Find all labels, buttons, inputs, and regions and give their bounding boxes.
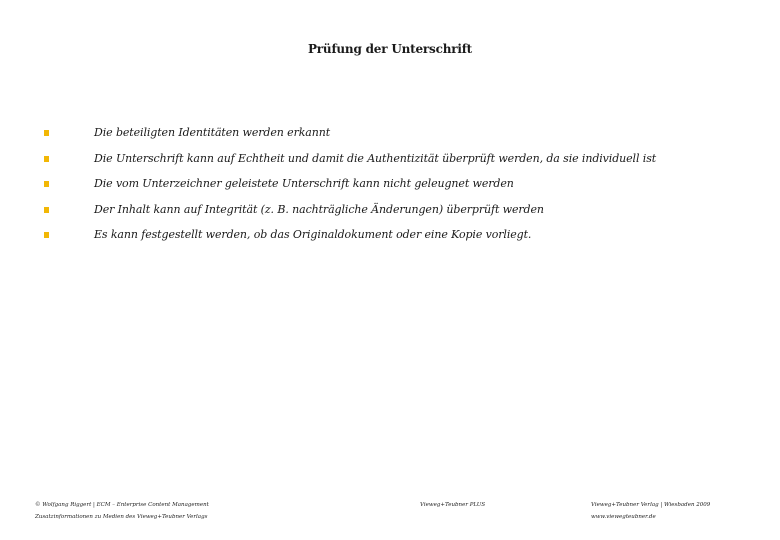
footer-copyright-line: © Wolfgang Riggert | ECM – Enterprise Content Management: [35, 502, 209, 508]
bullet-text: Es kann festgestellt werden, ob das Originaldokument oder eine Kopie vorliegt.: [94, 228, 532, 241]
bullet-text: Der Inhalt kann auf Integrität (z. B. nachträgliche Änderungen) überprüft werden: [94, 202, 544, 216]
footer-publisher: [591, 499, 710, 523]
bullet-list: [44, 124, 744, 252]
bullet-item: [44, 201, 744, 227]
bullet-square-icon: [44, 130, 49, 136]
bullet-text: Die beteiligten Identitäten werden erkannt: [94, 126, 331, 139]
bullet-item: [44, 124, 744, 150]
bullet-item: [44, 175, 744, 201]
bullet-text: Die Unterschrift kann auf Echtheit und damit die Authentizität überprüft werden, da sie individuell ist: [94, 151, 657, 165]
bullet-square-icon: [44, 207, 49, 213]
bullet-item: [44, 150, 744, 176]
bullet-item: [44, 226, 744, 252]
footer-brand: Vieweg+Teubner PLUS: [420, 502, 486, 508]
footer-publisher-line: Vieweg+Teubner Verlag | Wiesbaden 2009: [591, 502, 711, 508]
bullet-text: Die vom Unterzeichner geleistete Unterschrift kann nicht geleugnet werden: [94, 177, 514, 190]
footer-website-link[interactable]: www.viewegteubner.de: [591, 514, 656, 520]
footer-copyright: [35, 499, 209, 523]
footer-info-line: Zusatzinformationen zu Medien des Vieweg+Teubner Verlags: [35, 514, 208, 520]
bullet-square-icon: [44, 156, 49, 162]
bullet-square-icon: [44, 181, 49, 187]
bullet-square-icon: [44, 232, 49, 238]
slide-title: Prüfung der Unterschrift: [307, 42, 473, 56]
